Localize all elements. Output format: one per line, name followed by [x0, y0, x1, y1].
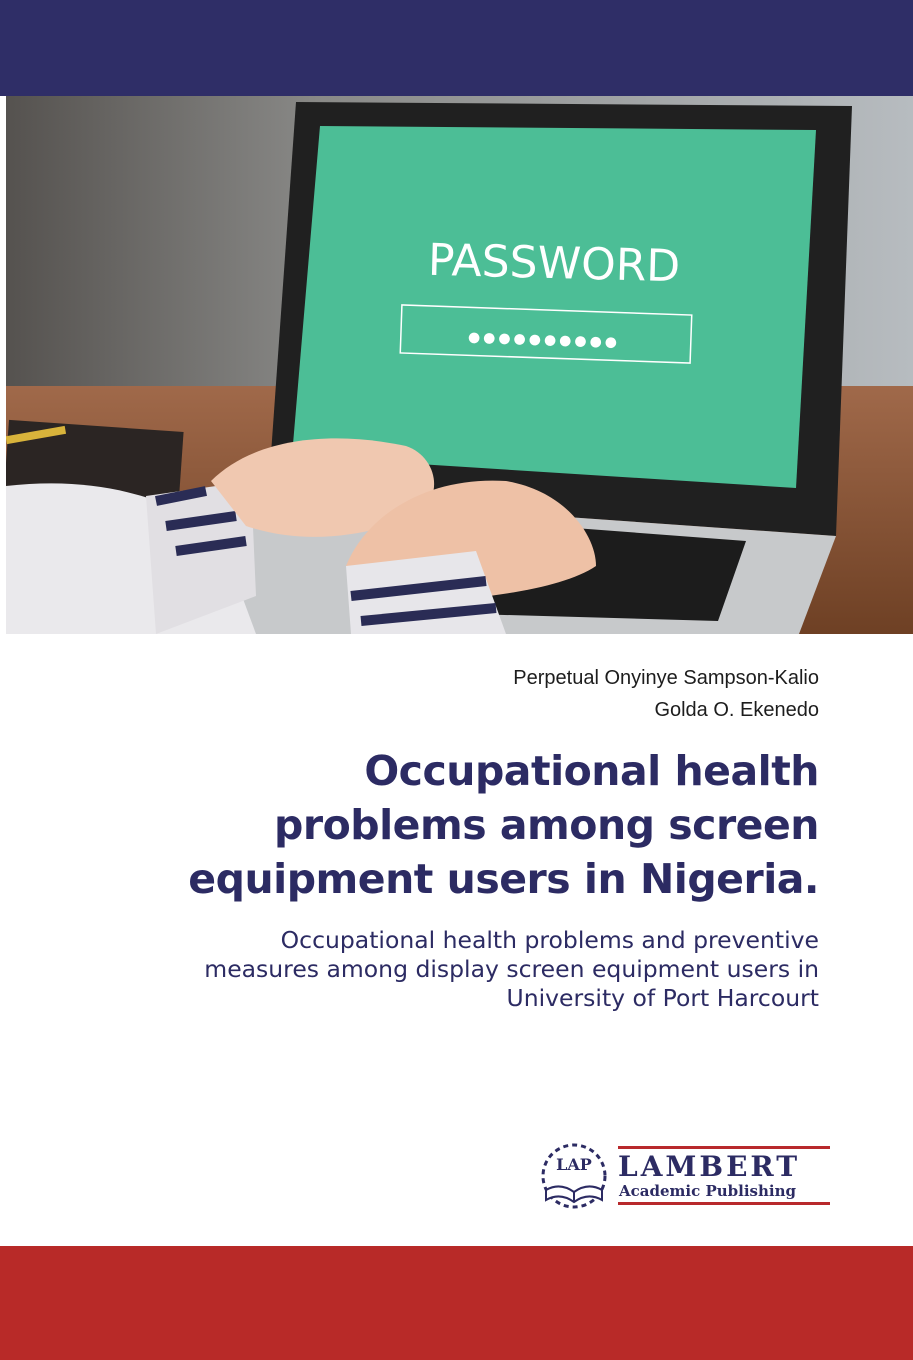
publisher-logo [536, 1140, 832, 1212]
screen-password-heading: PASSWORD [427, 234, 681, 293]
laptop-screen [292, 126, 816, 488]
title-line: equipment users in Nigeria. [188, 855, 819, 903]
author-name: Perpetual Onyinye Sampson-Kalio [513, 667, 819, 689]
author-list [513, 662, 819, 726]
author-name: Golda O. Ekenedo [654, 699, 819, 721]
screen-password-dots: ●●●●●●●●●● [467, 329, 621, 351]
subtitle-line: University of Port Harcourt [506, 984, 819, 1012]
laptop-photo-illustration [6, 96, 913, 634]
book-subtitle [19, 926, 819, 1013]
publisher-tagline: Academic Publishing [619, 1182, 796, 1200]
book-title [39, 744, 819, 906]
top-color-band [0, 0, 913, 96]
title-line: problems among screen [274, 801, 819, 849]
open-book-icon [536, 1140, 612, 1212]
bottom-color-band [0, 1246, 913, 1360]
cover-photo [6, 96, 913, 634]
subtitle-line: Occupational health problems and preventive [280, 926, 819, 954]
subtitle-line: measures among display screen equipment users in [204, 955, 819, 983]
logo-emblem-text: LAP [556, 1155, 592, 1174]
publisher-name: LAMBERT [618, 1150, 801, 1183]
logo-rule [618, 1202, 830, 1205]
title-line: Occupational health [364, 747, 819, 795]
logo-rule [618, 1146, 830, 1149]
